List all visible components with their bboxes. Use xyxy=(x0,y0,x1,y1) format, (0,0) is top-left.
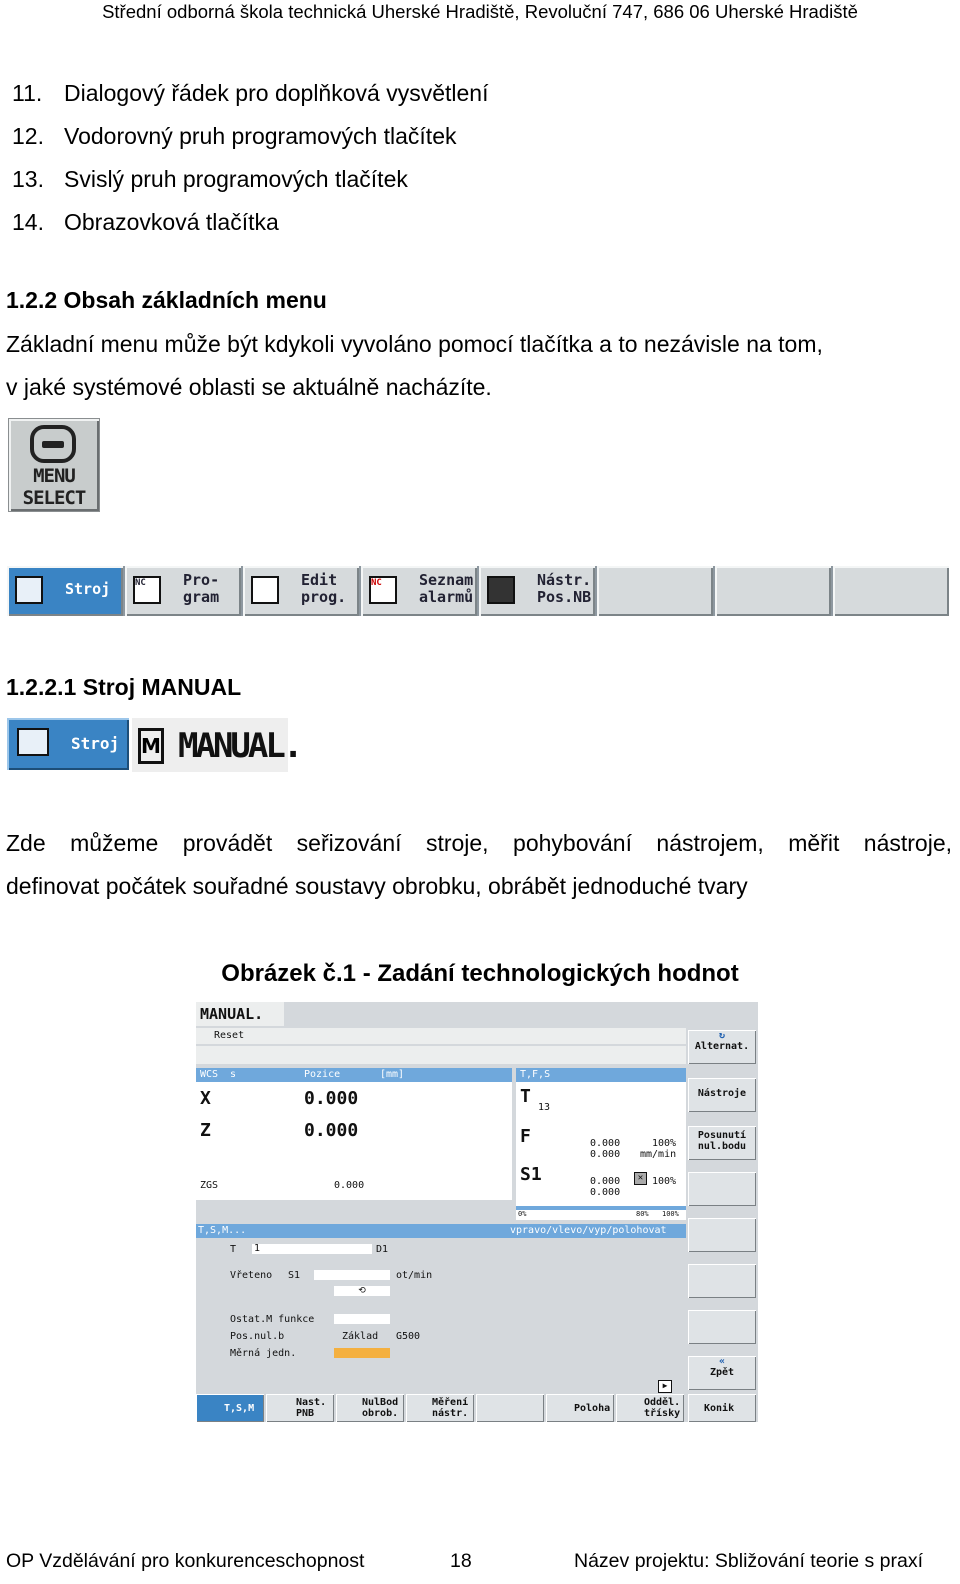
footer-right: Název projektu: Sbližování teorie s praxí xyxy=(574,1550,924,1572)
menu-select-button[interactable] xyxy=(8,418,100,512)
section-heading: 1.2.2.1 Stroj MANUAL xyxy=(6,674,242,700)
page-number: 18 xyxy=(450,1550,472,1572)
hsoftkey-stock-removal[interactable] xyxy=(616,1394,684,1422)
vsoftkey-empty[interactable] xyxy=(688,1172,756,1206)
menu-select-label: MENU xyxy=(33,465,75,487)
machine-icon xyxy=(17,728,49,756)
softkey-label: Pro- xyxy=(183,571,220,589)
tsm-header: T,S,M... xyxy=(198,1225,247,1236)
paragraph-line: Zde můžeme provádět seřizování stroje, pohybování nástrojem, měřit nástroje, xyxy=(6,830,952,856)
axis-value: 0.000 xyxy=(304,1120,359,1141)
softkey-label: Nástr. xyxy=(537,571,592,589)
cnc-reset-status: Reset xyxy=(196,1028,686,1044)
hsoftkey-label: nástr. xyxy=(432,1408,469,1419)
hsoftkey-set-zero[interactable] xyxy=(266,1394,334,1422)
tsm-tool-label: T xyxy=(230,1244,237,1255)
back-icon: « xyxy=(718,1356,726,1367)
stroj-button[interactable] xyxy=(7,718,129,770)
tool-icon xyxy=(487,576,515,604)
softkey-tool-offsets[interactable] xyxy=(479,566,595,616)
refresh-icon: ↻ xyxy=(718,1030,726,1041)
axis-header-position: Pozice xyxy=(304,1069,341,1080)
vsoftkey-label: Zpět xyxy=(709,1367,735,1378)
hsoftkey-label: T,S,M xyxy=(224,1403,255,1414)
axis-header-unit: [mm] xyxy=(380,1069,405,1080)
softkey-stroj[interactable] xyxy=(7,566,123,616)
list-item xyxy=(12,158,488,201)
axis-value: 0.000 xyxy=(304,1088,359,1109)
vsoftkey-empty[interactable] xyxy=(688,1218,756,1252)
softkey-alarm-list[interactable] xyxy=(361,566,477,616)
expand-icon[interactable]: ▶ xyxy=(658,1380,672,1393)
spindle-speed-input[interactable] xyxy=(314,1270,390,1280)
tsm-panel xyxy=(196,1238,686,1376)
alarm-list-icon: NC xyxy=(369,576,397,604)
vsoftkey-empty[interactable] xyxy=(688,1264,756,1298)
softkey-empty[interactable] xyxy=(597,566,713,616)
softkey-edit-program[interactable] xyxy=(243,566,359,616)
bar-scale-label: 0% xyxy=(518,1210,527,1218)
spindle-value: 0.000 xyxy=(590,1187,621,1198)
softkey-label: Seznam xyxy=(419,571,474,589)
spindle-label: S1 xyxy=(520,1164,542,1185)
softkey-label: Stroj xyxy=(65,580,111,598)
nc-program-icon: NC xyxy=(133,576,161,604)
list-item-text: Dialogový řádek pro doplňková vysvětlení xyxy=(64,80,489,106)
edit-icon xyxy=(251,576,279,604)
tool-value: 13 xyxy=(538,1102,551,1113)
paragraph-line: definovat počátek souřadné soustavy obrobku, obrábět jednoduché tvary xyxy=(6,873,748,899)
zgs-value: 0.000 xyxy=(334,1180,365,1191)
feed-override: 100% xyxy=(652,1138,677,1149)
menu-select-icon xyxy=(30,425,76,463)
softkey-label: gram xyxy=(183,588,220,606)
spindle-direction-select[interactable]: ⟲ xyxy=(334,1286,390,1296)
vsoftkey-label: Posunutí xyxy=(697,1130,747,1141)
zero-offset-value: Základ xyxy=(342,1331,379,1342)
hsoftkey-label: Odděl. xyxy=(644,1397,681,1408)
hsoftkey-label: NulBod xyxy=(362,1397,399,1408)
zero-offset-code: G500 xyxy=(396,1331,421,1342)
list-item-text: Svislý pruh programových tlačítek xyxy=(64,166,408,192)
hsoftkey-tool-measure[interactable] xyxy=(406,1394,474,1422)
hsoftkey-label: Konik xyxy=(704,1403,735,1414)
cnc-mode-title: MANUAL. xyxy=(196,1002,284,1026)
list-item xyxy=(12,201,488,244)
zgs-label: ZGS xyxy=(200,1180,219,1191)
spindle-load-bar xyxy=(516,1206,686,1210)
list-item xyxy=(12,72,488,115)
numbered-list xyxy=(12,72,488,244)
spindle-value: 0.000 xyxy=(590,1176,621,1187)
list-item-text: Obrazovková tlačítka xyxy=(64,209,279,235)
units-select[interactable] xyxy=(334,1348,390,1358)
axis-panel-header xyxy=(196,1068,512,1082)
cnc-message-line xyxy=(196,1046,686,1064)
tsm-hint: vpravo/vlevo/vyp/polohovat xyxy=(510,1225,667,1236)
vsoftkey-label: nul.bodu xyxy=(697,1141,747,1152)
bar-scale-label: 80% xyxy=(636,1210,649,1218)
figure-caption: Obrázek č.1 - Zadání technologických hodnot xyxy=(221,960,739,987)
spindle-stop-icon: ✕ xyxy=(634,1172,647,1185)
feed-value: 0.000 xyxy=(590,1138,621,1149)
machine-icon xyxy=(15,576,43,604)
paragraph-line: v jaké systémové oblasti se aktuálně nacházíte. xyxy=(6,374,492,400)
feed-unit: mm/min xyxy=(640,1149,677,1160)
tsm-d-label: D1 xyxy=(376,1244,389,1255)
hsoftkey-workpiece-zero[interactable] xyxy=(336,1394,404,1422)
m-function-label: Ostat.M funkce xyxy=(230,1314,315,1325)
tfs-panel xyxy=(516,1082,686,1220)
page-header: Střední odborná škola technická Uherské Hradiště, Revoluční 747, 686 06 Uherské Hradiště xyxy=(102,1,858,22)
hsoftkey-label: Nast. xyxy=(296,1397,327,1408)
list-item-number: 13. xyxy=(12,166,44,192)
tfs-panel-header xyxy=(516,1068,686,1082)
softkey-label: Edit xyxy=(301,571,338,589)
softkey-label: Pos.NB xyxy=(537,588,592,606)
manual-mode-label: MANUAL. xyxy=(178,726,301,766)
hsoftkey-label: obrob. xyxy=(362,1408,399,1419)
horizontal-softkey-bar xyxy=(7,566,949,616)
hsoftkey-position[interactable] xyxy=(546,1394,614,1422)
tsm-panel-header xyxy=(196,1224,686,1238)
hsoftkey-tailstock[interactable] xyxy=(688,1394,756,1422)
hsoftkey-empty[interactable] xyxy=(476,1394,544,1422)
softkey-empty[interactable] xyxy=(833,566,949,616)
axis-name: Z xyxy=(200,1120,211,1141)
vsoftkey-back[interactable] xyxy=(688,1356,756,1390)
hsoftkey-label: Měření xyxy=(432,1397,469,1408)
axis-header-wcs: WCS xyxy=(200,1069,219,1080)
axis-panel xyxy=(196,1082,512,1200)
list-item-number: 11. xyxy=(12,80,43,106)
vsoftkey-alternat[interactable] xyxy=(688,1030,756,1064)
axis-name: X xyxy=(200,1088,211,1109)
hsoftkey-tsm[interactable] xyxy=(196,1394,264,1422)
tool-input[interactable] xyxy=(252,1244,372,1254)
paragraph-line: Základní menu může být kdykoli vyvoláno pomocí tlačítka a to nezávisle na tom, xyxy=(6,331,823,357)
spindle-unit: ot/min xyxy=(396,1270,433,1281)
menu-select-label: SELECT xyxy=(22,487,86,509)
softkey-empty[interactable] xyxy=(715,566,831,616)
vsoftkey-tools[interactable] xyxy=(688,1078,756,1112)
list-item xyxy=(12,115,488,158)
spindle-name: S1 xyxy=(288,1270,301,1281)
tfs-header: T,F,S xyxy=(520,1069,551,1080)
units-label: Měrná jedn. xyxy=(230,1348,297,1359)
feed-value: 0.000 xyxy=(590,1149,621,1160)
zero-offset-label: Pos.nul.b xyxy=(230,1331,285,1342)
tool-input-value: 1 xyxy=(254,1243,261,1254)
hsoftkey-label: třísky xyxy=(644,1408,681,1419)
vsoftkey-label: Alternat. xyxy=(694,1041,750,1052)
vsoftkey-zero-offset[interactable] xyxy=(688,1126,756,1160)
bar-scale-label: 100% xyxy=(662,1210,679,1218)
vsoftkey-empty[interactable] xyxy=(688,1310,756,1344)
hsoftkey-label: PNB xyxy=(296,1408,315,1419)
tool-label: T xyxy=(520,1086,531,1107)
softkey-label: alarmů xyxy=(419,588,474,606)
feed-label: F xyxy=(520,1126,531,1147)
softkey-program[interactable] xyxy=(125,566,241,616)
footer-left: OP Vzdělávání pro konkurenceschopnost xyxy=(6,1550,365,1572)
manual-mode-indicator xyxy=(132,718,301,772)
stroj-label: Stroj xyxy=(71,734,120,753)
list-item-number: 14. xyxy=(12,209,44,235)
manual-mode-icon: M xyxy=(138,728,164,764)
vsoftkey-label: Nástroje xyxy=(697,1088,747,1099)
softkey-label: prog. xyxy=(301,588,347,606)
axis-header-s: s xyxy=(230,1069,237,1080)
spindle-row-label: Vřeteno xyxy=(230,1270,273,1281)
hsoftkey-label: Poloha xyxy=(574,1403,611,1414)
spindle-override: 100% xyxy=(652,1176,677,1187)
m-function-input[interactable] xyxy=(334,1314,390,1324)
list-item-text: Vodorovný pruh programových tlačítek xyxy=(64,123,457,149)
section-heading: 1.2.2 Obsah základních menu xyxy=(6,287,327,313)
list-item-number: 12. xyxy=(12,123,44,149)
cnc-screen xyxy=(196,1002,758,1422)
